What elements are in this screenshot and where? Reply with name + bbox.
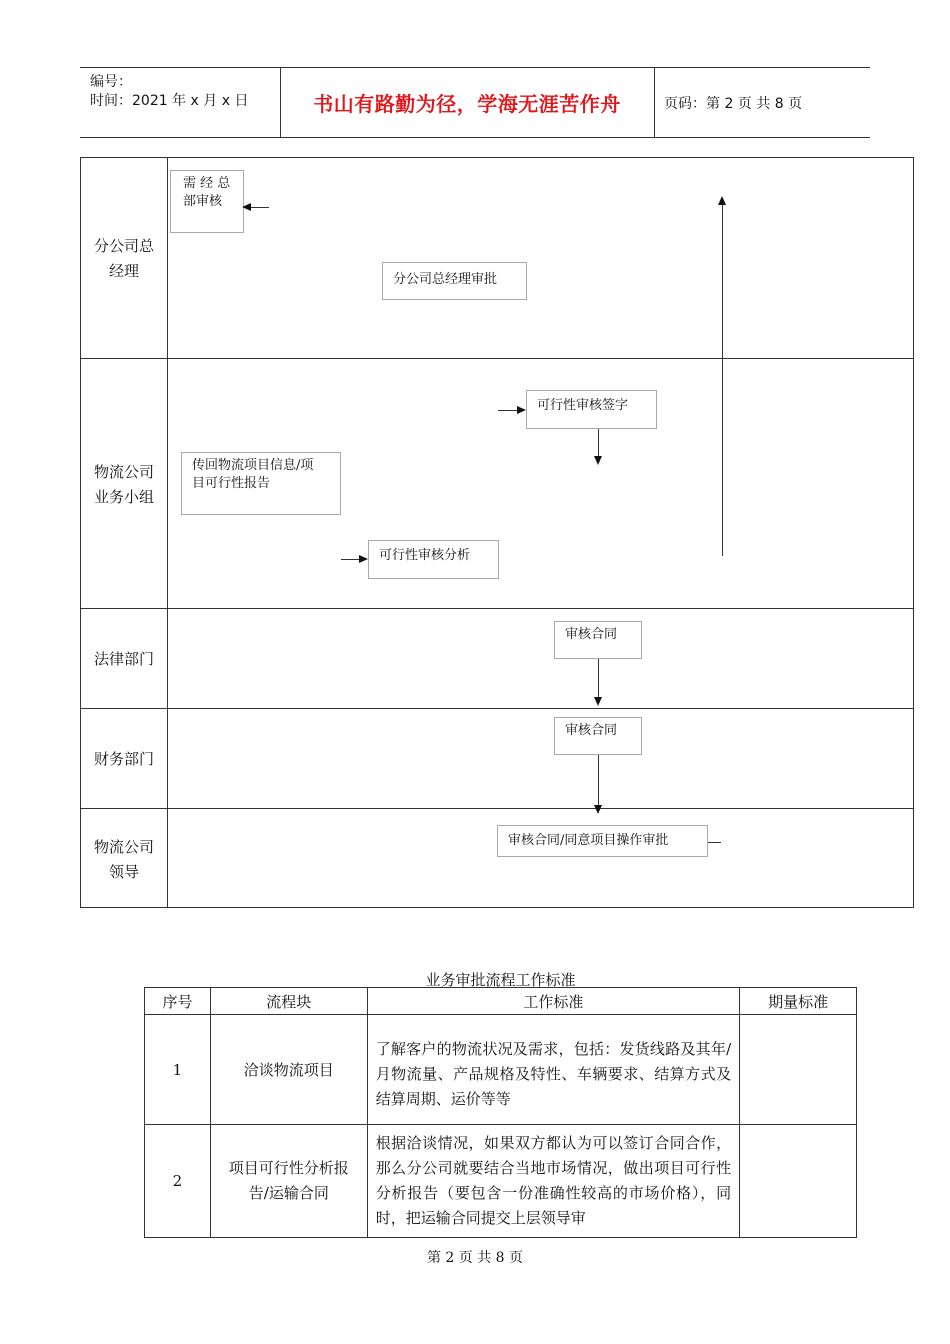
connector-line (498, 410, 518, 411)
table-title: 业务审批流程工作标准 (425, 971, 576, 989)
lane-label-line: 领导 (108, 863, 139, 881)
lane-divider (81, 358, 913, 359)
column-header: 序号 (145, 988, 211, 1015)
lane-label-line: 分公司总 (93, 237, 154, 255)
node-return-info (181, 452, 341, 515)
node-text: 目可行性报告 (192, 476, 271, 491)
lane-divider (81, 708, 913, 709)
row-period-standard (740, 1125, 857, 1238)
node-leader-approval: 审核合同/同意项目操作审批 (497, 825, 708, 857)
connector-line (341, 559, 360, 560)
node-text: 部审核 (183, 194, 223, 209)
connector-line (722, 204, 723, 556)
row-process-block: 项目可行性分析报告/运输合同 (210, 1125, 367, 1238)
connector-line (251, 207, 269, 208)
lane-divider (81, 608, 913, 609)
row-work-standard: 了解客户的物流状况及需求，包括：发货线路及其年/月物流量、产品规格及特性、车辆要求、结算方式及结算周期、运价等等 (367, 1015, 739, 1125)
arrow-down-icon (594, 805, 602, 814)
arrow-right-icon (359, 555, 368, 563)
connector-line (598, 755, 599, 807)
lane-label-line: 经理 (108, 262, 139, 280)
lane-divider (81, 808, 913, 809)
arrow-up-icon (718, 196, 726, 205)
work-standards-table (144, 987, 857, 1238)
lane-label-line: 法律部门 (93, 650, 154, 668)
table-row (145, 1125, 857, 1238)
header-meta (90, 73, 248, 111)
table-header-row (145, 988, 857, 1015)
arrow-left-icon (242, 203, 251, 211)
arrow-right-icon (517, 406, 526, 414)
header-number-label: 编号： (90, 74, 132, 90)
row-number: 1 (145, 1015, 211, 1125)
lane-label-divider (167, 158, 168, 907)
header-divider (654, 68, 655, 137)
row-work-standard: 根据洽谈情况，如果双方都认为可以签订合同合作，那么分公司就要结合当地市场情况，做出项目可行性分析报告（要包含一份准确性较高的市场价格），同时，把运输合同提交上层领导审 (367, 1125, 739, 1238)
lane-label-line: 财务部门 (93, 750, 154, 768)
page-footer: 第 2 页 共 8 页 (426, 1250, 524, 1266)
approval-flowchart (80, 157, 914, 908)
table-row (145, 1015, 857, 1125)
row-period-standard (740, 1015, 857, 1125)
connector-line (708, 842, 721, 843)
lane-label-legal (81, 647, 167, 672)
lane-label-line: 物流公司 (93, 838, 154, 856)
node-hq-review (170, 170, 244, 233)
lane-label-finance (81, 747, 167, 772)
lane-label-branch-gm (81, 234, 167, 284)
row-number: 2 (145, 1125, 211, 1238)
header-page-info: 页码：第 2 页 共 8 页 (664, 96, 803, 112)
lane-label-line: 业务小组 (93, 488, 154, 506)
arrow-down-icon (594, 456, 602, 465)
lane-label-leader (81, 835, 167, 885)
connector-line (598, 429, 599, 457)
header-date: 时间：2021 年 x 月 x 日 (90, 93, 249, 109)
node-branch-gm-approval: 分公司总经理审批 (382, 262, 527, 300)
node-text: 传回物流项目信息/项 (192, 458, 314, 473)
column-header: 工作标准 (367, 988, 739, 1015)
page-header (80, 67, 870, 138)
column-header: 期量标准 (740, 988, 857, 1015)
header-motto: 书山有路勤为径，学海无涯苦作舟 (313, 92, 621, 116)
node-legal-review: 审核合同 (554, 621, 642, 659)
node-feasibility-analysis: 可行性审核分析 (368, 540, 499, 579)
row-process-block: 洽谈物流项目 (210, 1015, 367, 1125)
lane-label-business-team (81, 460, 167, 510)
lane-label-line: 物流公司 (93, 463, 154, 481)
node-finance-review: 审核合同 (554, 717, 642, 755)
column-header: 流程块 (210, 988, 367, 1015)
node-feasibility-sign: 可行性审核签字 (526, 390, 657, 429)
node-text: 需 经 总 (183, 176, 231, 191)
arrow-down-icon (594, 697, 602, 706)
connector-line (598, 659, 599, 698)
